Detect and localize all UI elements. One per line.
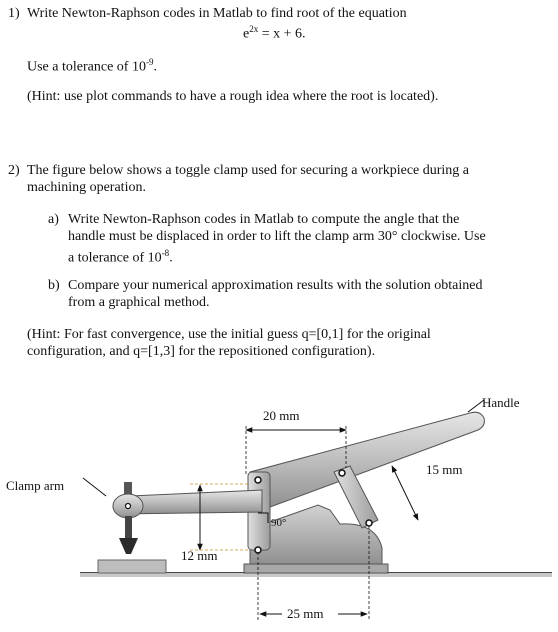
q1-equation: $e^{2x} = x + 6$. [243, 24, 306, 42]
toggle-clamp-figure [0, 380, 558, 632]
workpiece [98, 560, 166, 573]
handle-label: Handle [482, 395, 520, 410]
pivot-pin-base [366, 520, 372, 526]
q1-text: Write Newton-Raphson codes in Matlab to find root of the equation [27, 6, 407, 21]
q2a-line3: a tolerance of $10^{-8}$. [68, 248, 173, 266]
q1-hint: (Hint: use plot commands to have a rough idea where the root is located). [27, 89, 439, 104]
q2a-line1: Write Newton-Raphson codes in Matlab to compute the angle that the [68, 212, 460, 227]
q2a-line2: handle must be displaced in order to lift the clamp arm 30° clockwise. Use [68, 229, 486, 244]
dim-20mm-label: 20 mm [263, 408, 300, 423]
q2b-line2: from a graphical method. [68, 295, 210, 310]
spindle-tip [119, 538, 138, 554]
clamp-arm-label: Clamp arm [6, 478, 65, 493]
angle-90-label: 90° [271, 517, 287, 529]
q2-hint-line2: configuration, and q=[1,3] for the repositioned configuration). [27, 344, 376, 359]
dim-25mm-label: 25 mm [287, 606, 324, 621]
q2-hint-line1: (Hint: For fast convergence, use the initial guess q=[0,1] for the original [27, 327, 431, 342]
pivot-pin-top [255, 477, 261, 483]
q2-line2: machining operation. [27, 180, 146, 195]
q2a-label: a) [48, 212, 59, 227]
q2b-line1: Compare your numerical approximation results with the solution obtained [68, 278, 483, 293]
q1-tolerance: Use a tolerance of $10^{-9}$. [27, 57, 157, 75]
q2b-label: b) [48, 278, 60, 293]
spindle-top [124, 482, 132, 494]
q1-number: 1) [8, 6, 20, 21]
q2-line1: The figure below shows a toggle clamp used for securing a workpiece during a [27, 163, 470, 178]
dim-12mm-label: 12 mm [181, 548, 218, 563]
q2-number: 2) [8, 163, 20, 178]
dim-15mm-label: 15 mm [426, 462, 463, 477]
spindle [125, 516, 132, 538]
pivot-pin-handle [339, 470, 345, 476]
